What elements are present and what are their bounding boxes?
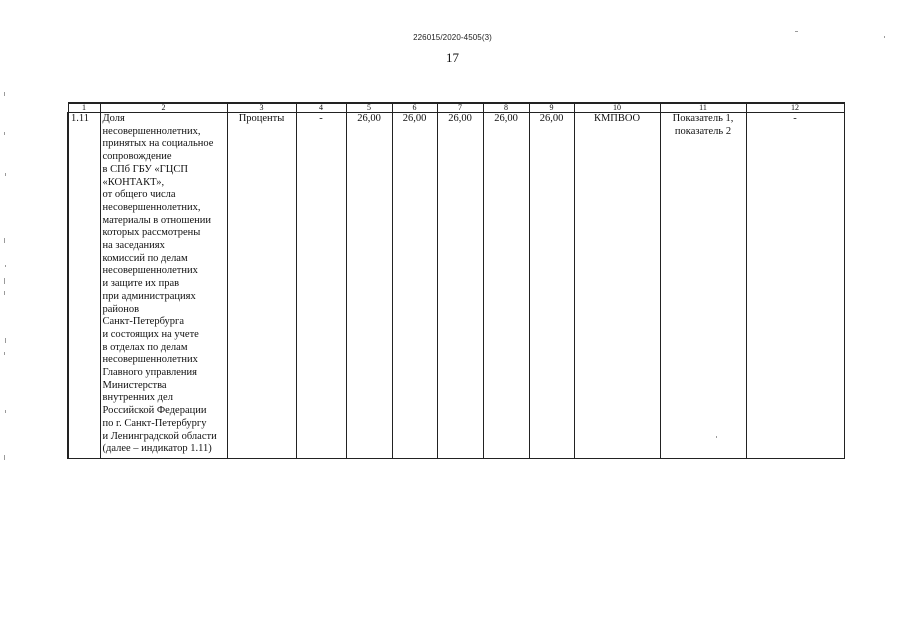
description-line: «КОНТАКТ»,: [102, 176, 165, 188]
column-header-10: 10: [574, 103, 660, 113]
indicator-table: [67, 102, 845, 459]
column-header-12: 12: [746, 103, 844, 113]
description-line: при администрациях: [102, 290, 196, 302]
column-header-5: 5: [346, 103, 392, 113]
description-line: и защите их прав: [102, 278, 180, 290]
column-header-4: 4: [296, 103, 346, 113]
column-header-1: 1: [68, 103, 100, 113]
indicator-ref-line: Показатель 1,: [672, 113, 734, 124]
column-header-11: 11: [660, 103, 746, 113]
value-col6: 26,00: [392, 113, 437, 459]
column-header-9: 9: [529, 103, 574, 113]
description-line: и Ленинградской области: [102, 430, 217, 442]
value-col8: 26,00: [483, 113, 529, 459]
description-line: Министерства: [102, 379, 167, 391]
column-header-6: 6: [392, 103, 437, 113]
indicator-refs-cell: [660, 113, 746, 459]
cell-col4: -: [296, 113, 346, 459]
page-number: 17: [446, 50, 459, 65]
description-line: несовершеннолетних: [102, 265, 198, 277]
description-line: принятых на социальное: [102, 138, 214, 150]
column-number-row: [68, 103, 844, 113]
column-header-2: 2: [100, 103, 227, 113]
description-line: несовершеннолетних,: [102, 125, 201, 137]
description-line: районов: [102, 303, 140, 315]
column-header-7: 7: [437, 103, 483, 113]
description-line: несовершеннолетних,: [102, 201, 201, 213]
description-line: на заседаниях: [102, 240, 165, 252]
description-line: материалы в отношении: [102, 214, 212, 226]
description-line: Доля: [102, 113, 125, 124]
description-line: Главного управления: [102, 367, 197, 379]
value-col5: 26,00: [346, 113, 392, 459]
indicator-description: [100, 113, 227, 459]
indicator-ref-line: показатель 2: [674, 125, 732, 137]
description-line: сопровождение: [102, 151, 172, 163]
description-line: от общего числа: [102, 189, 176, 201]
description-line: которых рассмотрены: [102, 227, 201, 239]
description-line: внутренних дел: [102, 392, 173, 404]
description-line: в отделах по делам: [102, 341, 188, 353]
value-col7: 26,00: [437, 113, 483, 459]
description-line: и состоящих на учете: [102, 328, 199, 340]
description-line: по г. Санкт-Петербургу: [102, 417, 207, 429]
row-number: 1.11: [68, 113, 100, 459]
description-line: в СПб ГБУ «ГЦСП: [102, 163, 188, 175]
description-line: комиссий по делам: [102, 252, 188, 264]
value-col9: 26,00: [529, 113, 574, 459]
cell-col12: -: [746, 113, 844, 459]
description-line: несовершеннолетних: [102, 354, 198, 366]
column-header-8: 8: [483, 103, 529, 113]
document-id: 226015/2020-4505(3): [413, 33, 492, 42]
unit-cell: Проценты: [227, 113, 296, 459]
description-line: Санкт-Петербурга: [102, 316, 184, 328]
table-row: [68, 113, 844, 459]
source-cell: КМПВОО: [574, 113, 660, 459]
column-header-3: 3: [227, 103, 296, 113]
description-line: (далее – индикатор 1.11): [102, 443, 212, 455]
description-line: Российской Федерации: [102, 405, 207, 417]
